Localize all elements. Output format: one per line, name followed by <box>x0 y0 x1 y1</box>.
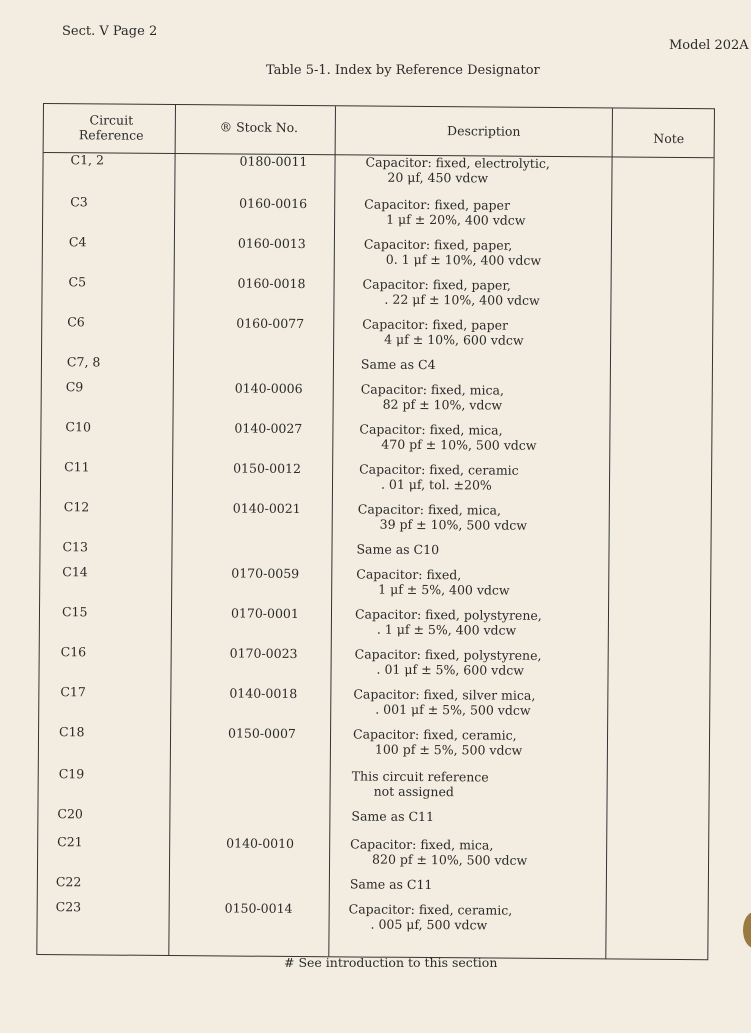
table-row <box>41 459 711 493</box>
stock-number: 0160-0016 <box>239 195 308 212</box>
table-row <box>38 806 708 825</box>
page-edge-tab <box>743 912 751 948</box>
description-line-2: 82 pf ± 10%, vdcw <box>382 396 503 413</box>
stock-number: 0140-0006 <box>234 380 303 397</box>
description-line-1: Same as C10 <box>356 541 440 558</box>
table-row <box>39 684 709 718</box>
stock-number: 0140-0010 <box>226 835 295 851</box>
circuit-reference: C6 <box>67 314 85 330</box>
circuit-reference: C4 <box>68 234 87 250</box>
table-row <box>43 194 713 228</box>
circuit-reference: C14 <box>62 564 88 580</box>
description-line-2: 39 pf ± 10%, 500 vdcw <box>379 516 528 533</box>
description-line-2: 20 μf, 450 vdcw <box>387 169 489 186</box>
description-line-2: 100 pf ± 5%, 500 vdcw <box>374 741 523 758</box>
table-row <box>39 724 709 758</box>
description-line-2: . 005 μf, 500 vdcw <box>370 916 488 933</box>
stock-number: 0150-0012 <box>233 460 302 477</box>
description-line-2: not assigned <box>373 783 454 800</box>
circuit-reference: C1, 2 <box>70 152 105 168</box>
description-line-1: Capacitor: fixed, mica, <box>350 836 494 853</box>
description <box>356 541 439 557</box>
stock-number: 0170-0001 <box>230 605 299 622</box>
description-line-2: . 01 μf ± 5%, 600 vdcw <box>376 661 524 678</box>
circuit-reference: C20 <box>57 806 83 822</box>
column-divider <box>605 108 613 958</box>
description-line-1: Capacitor: fixed, ceramic, <box>352 726 517 743</box>
description-line-1: Capacitor: fixed, <box>356 566 462 583</box>
description <box>353 686 535 717</box>
table-row <box>38 899 708 933</box>
table-row <box>41 499 711 533</box>
table-row <box>42 379 712 413</box>
description-line-2: . 1 μf ± 5%, 400 vdcw <box>376 621 517 638</box>
description-line-1: Capacitor: fixed, polystyrene, <box>354 606 542 623</box>
section-page-label: Sect. V Page 2 <box>62 24 158 39</box>
table-row <box>40 604 710 638</box>
parts-table <box>36 103 715 960</box>
stock-number: 0150-0014 <box>224 900 293 916</box>
description-line-2: 1 μf ± 20%, 400 vdcw <box>386 211 526 228</box>
stock-number: 0150-0007 <box>227 725 296 742</box>
column-divider <box>328 106 336 956</box>
description-line-2: . 22 μf ± 10%, 400 vdcw <box>384 291 540 308</box>
description-line-1: This circuit reference <box>351 768 489 785</box>
circuit-reference: C10 <box>65 419 92 435</box>
stock-number: 0160-0018 <box>237 275 306 292</box>
description <box>350 876 433 892</box>
description <box>349 901 513 932</box>
description-line-1: Capacitor: fixed, ceramic <box>359 461 519 478</box>
column-divider <box>168 105 176 955</box>
description-line-2: 4 μf ± 10%, 600 vdcw <box>384 331 524 348</box>
description-line-1: Capacitor: fixed, paper, <box>363 236 513 253</box>
description-line-2: 0. 1 μf ± 10%, 400 vdcw <box>385 251 542 268</box>
description <box>351 808 434 824</box>
description-line-1: Capacitor: fixed, silver mica, <box>353 686 536 703</box>
description-line-1: Capacitor: fixed, polystyrene, <box>354 646 542 663</box>
table-title: Table 5-1. Index by Reference Designator <box>266 63 540 78</box>
circuit-reference: C9 <box>65 379 84 395</box>
circuit-reference: C11 <box>64 459 90 475</box>
column-header-stock-no: ® Stock No. <box>219 119 299 136</box>
description <box>361 357 436 373</box>
stock-number: 0140-0021 <box>232 500 301 517</box>
table-row <box>43 234 713 268</box>
description-line-1: Capacitor: fixed, ceramic, <box>348 901 513 918</box>
stock-number: 0140-0018 <box>229 685 298 702</box>
description <box>356 566 510 597</box>
description <box>362 317 524 348</box>
circuit-reference: C21 <box>57 834 83 850</box>
description-line-1: Capacitor: fixed, paper <box>362 316 509 333</box>
description-line-1: Same as C4 <box>360 356 436 373</box>
description <box>350 836 527 867</box>
description <box>359 461 519 492</box>
description <box>362 277 540 308</box>
stock-number: 0140-0027 <box>234 420 303 437</box>
circuit-reference: C13 <box>62 539 89 555</box>
table-row <box>42 314 712 348</box>
description <box>355 646 542 677</box>
description <box>359 421 536 452</box>
description-line-1: Capacitor: fixed, paper <box>364 196 511 213</box>
table-row <box>38 874 708 893</box>
description-line-2: 470 pf ± 10%, 500 vdcw <box>381 436 537 453</box>
table-row <box>38 834 708 868</box>
model-label: Model 202A <box>669 38 749 53</box>
footnote: # See introduction to this section <box>284 955 498 970</box>
description-line-2: . 01 μf, tol. ±20% <box>380 476 492 493</box>
description-line-2: 1 μf ± 5%, 400 vdcw <box>378 581 510 598</box>
table-row <box>42 419 712 453</box>
description <box>355 606 542 637</box>
circuit-reference: C17 <box>60 684 86 700</box>
table-row <box>43 274 713 308</box>
column-header-description: Description <box>447 123 521 139</box>
description <box>365 155 550 186</box>
circuit-reference: C23 <box>55 899 82 915</box>
description-line-1: Same as C11 <box>351 808 435 825</box>
table-row <box>40 564 710 598</box>
description-line-1: Capacitor: fixed, electrolytic, <box>365 154 550 171</box>
table-row <box>41 539 711 558</box>
description-line-1: Same as C11 <box>349 876 433 893</box>
circuit-reference: C15 <box>61 604 88 620</box>
stock-number: 0170-0059 <box>231 565 300 582</box>
table-row <box>42 354 712 373</box>
description-line-1: Capacitor: fixed, mica, <box>357 501 502 518</box>
stock-number: 0170-0023 <box>229 645 298 662</box>
circuit-reference: C5 <box>68 274 87 290</box>
circuit-reference: C7, 8 <box>66 354 101 370</box>
description <box>361 382 504 413</box>
stock-number: 0180-0011 <box>239 153 308 170</box>
circuit-reference: C22 <box>55 874 82 890</box>
description <box>364 197 526 228</box>
column-header-note: Note <box>653 130 685 147</box>
description-line-2: 820 pf ± 10%, 500 vdcw <box>372 851 528 868</box>
description <box>352 768 489 799</box>
description-line-1: Capacitor: fixed, paper, <box>362 276 511 293</box>
circuit-reference: C19 <box>58 766 85 782</box>
description-line-1: Capacitor: fixed, mica, <box>360 381 505 398</box>
description-line-1: Capacitor: fixed, mica, <box>359 421 503 438</box>
circuit-reference: C18 <box>59 724 85 740</box>
description <box>364 237 542 268</box>
description-line-2: . 001 μf ± 5%, 500 vdcw <box>375 701 531 718</box>
stock-number: 0160-0013 <box>237 235 306 252</box>
table-row <box>40 644 710 678</box>
stock-number: 0160-0077 <box>236 315 305 332</box>
circuit-reference: C12 <box>63 499 90 515</box>
description <box>358 501 527 532</box>
column-header-circuit-reference: Circuit Reference <box>78 112 144 143</box>
description <box>353 726 522 757</box>
table-row <box>39 766 709 800</box>
circuit-reference: C16 <box>60 644 87 660</box>
circuit-reference: C3 <box>70 194 88 210</box>
